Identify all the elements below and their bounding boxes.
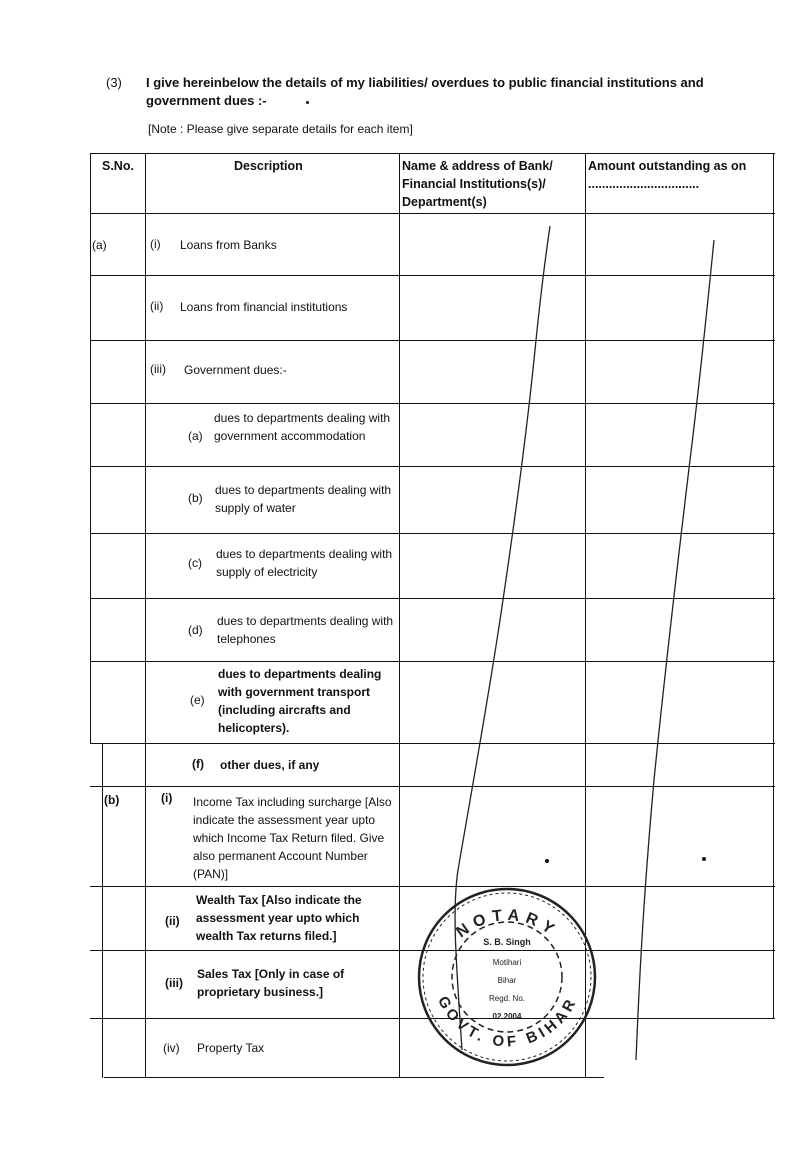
header-bank: Name & address of Bank/ Financial Institutions(s)/ Department(s) <box>402 159 553 209</box>
row-numeral: (ii) <box>150 299 164 313</box>
stamp-line-2: Motihari <box>492 958 522 967</box>
row-numeral: (ii) <box>165 914 180 928</box>
header-description: Description <box>234 159 303 173</box>
row-description: Government dues:- <box>184 363 287 377</box>
row-description: Income Tax including surcharge [Also indicate the assessment year upto which Income Tax Return filed. Give also permanent Account Number (PAN)] <box>193 795 392 881</box>
row-description: Loans from Banks <box>180 238 277 252</box>
row-description: dues to departments dealing with supply of electricity <box>216 547 393 579</box>
stamp-top-text: NOTARY <box>453 906 562 942</box>
row-letter: (b) <box>188 491 203 505</box>
stamp-line-1: S. B. Singh <box>483 937 531 947</box>
item-number: (3) <box>106 75 122 90</box>
stamp-bottom-text: GOVT. OF BIHAR <box>434 993 581 1051</box>
row-letter: (a) <box>188 429 203 443</box>
row-description: dues to departments dealing with supply of water <box>215 483 392 515</box>
header-amount: Amount outstanding as on ................................ <box>588 159 747 191</box>
row-description: dues to departments dealing with government accommodation <box>214 411 391 443</box>
row-numeral: (iii) <box>150 362 166 376</box>
row-description: dues to departments dealing with telephones <box>217 614 394 646</box>
sno-b: (b) <box>104 793 120 807</box>
row-letter: (f) <box>192 757 204 771</box>
row-description: other dues, if any <box>220 758 320 772</box>
row-description: Wealth Tax [Also indicate the assessment year upto which wealth Tax returns filed.] <box>196 893 362 943</box>
row-numeral: (iii) <box>165 976 183 990</box>
sno-a: (a) <box>92 238 107 252</box>
scan-speck <box>545 859 549 863</box>
row-letter: (d) <box>188 623 203 637</box>
intro-text: I give hereinbelow the details of my liabilities/ overdues to public financial institutions and government dues :- <box>146 75 704 108</box>
row-description: dues to departments dealing with government transport (including aircrafts and helicopters). <box>218 667 382 735</box>
scan-speck <box>702 857 706 861</box>
notary-stamp <box>415 885 600 1070</box>
stamp-seal-icon <box>415 885 600 1070</box>
scan-speck <box>306 101 309 104</box>
row-description: Property Tax <box>197 1041 265 1055</box>
header-sno: S.No. <box>102 159 134 173</box>
row-numeral: (i) <box>150 237 161 251</box>
row-description: Sales Tax [Only in case of proprietary business.] <box>197 967 345 999</box>
row-letter: (c) <box>188 556 202 570</box>
stamp-line-3: Bihar <box>497 976 517 985</box>
row-numeral: (i) <box>161 791 173 805</box>
note-text: [Note : Please give separate details for each item] <box>148 122 413 136</box>
stamp-line-4: Regd. No. <box>488 994 526 1003</box>
stamp-line-5: 02.2004 <box>492 1012 522 1021</box>
row-description: Loans from financial institutions <box>180 300 348 314</box>
row-numeral: (iv) <box>163 1041 180 1055</box>
row-letter: (e) <box>190 693 205 707</box>
